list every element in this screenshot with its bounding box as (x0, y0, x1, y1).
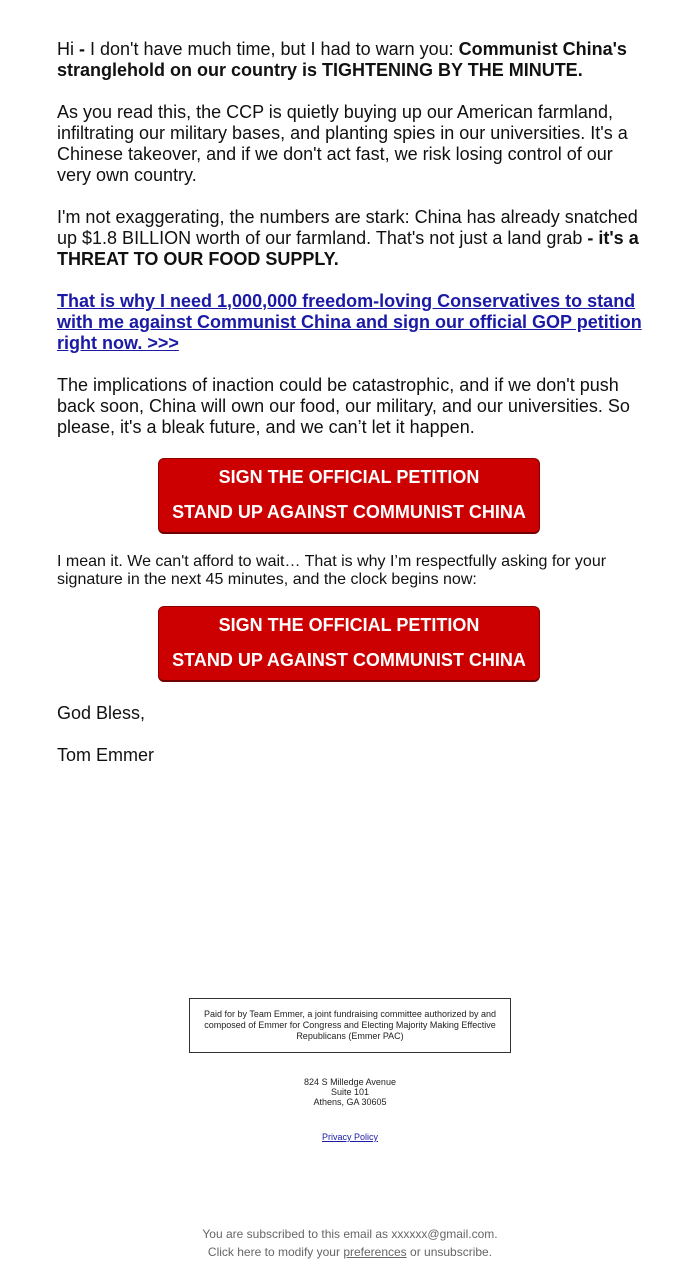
petition-link-paragraph (57, 291, 647, 354)
button-line-1: SIGN THE OFFICIAL PETITION (218, 467, 480, 487)
preferences-link[interactable]: preferences (343, 1245, 407, 1259)
privacy-policy-link[interactable]: Privacy Policy (321, 1132, 378, 1142)
farmland-text: I'm not exaggerating, the numbers are stark: China has already snatched up $1.8 BILLION worth of our farmland. That's not just a land grab (57, 207, 638, 248)
signature-name: Tom Emmer (57, 745, 155, 765)
address-line-2: Suite 101 (330, 1087, 370, 1097)
sign-petition-button[interactable] (158, 458, 540, 534)
privacy-row (0, 1132, 700, 1143)
button-line-2: STAND UP AGAINST COMMUNIST CHINA (172, 650, 526, 670)
urgency-paragraph: I mean it. We can't afford to wait… That is why I’m respectfully asking for your signature in the next 45 minutes, and the clock begins now: (57, 553, 607, 588)
modify-row (0, 1243, 700, 1261)
intro-text: I don't have much time, but I had to warn you: (90, 39, 459, 59)
address-line-1: 824 S Milledge Avenue (304, 1077, 396, 1087)
implications-paragraph: The implications of inaction could be catastrophic, and if we don't push back soon, China will own our food, our military, and our universities. So please, it's a bleak future, and we can’t let it happen. (57, 375, 630, 437)
modify-post-text: or unsubscribe. (406, 1245, 493, 1259)
email-content (57, 39, 647, 766)
subscription-footer (0, 1225, 700, 1261)
modify-pre-text: Click here to modify your (207, 1245, 344, 1259)
button-line-2: STAND UP AGAINST COMMUNIST CHINA (172, 502, 526, 522)
sign-petition-button-2[interactable] (158, 606, 540, 682)
paid-for-disclaimer: Paid for by Team Emmer, a joint fundraising committee authorized by and composed of Emmer for Congress and Electing Majority Making Effective Republicans (Emmer PAC) (189, 998, 511, 1053)
closing-text: God Bless, (57, 703, 146, 723)
farmland-bold-threat: - it's a THREAT TO OUR FOOD SUPPLY. (57, 228, 639, 269)
address-line-3: Athens, GA 30605 (313, 1097, 387, 1107)
subscribed-text: You are subscribed to this email as xxxxxx@gmail.com. (202, 1227, 498, 1241)
mailing-address (0, 1077, 700, 1107)
intro-greeting: Hi (57, 39, 79, 59)
farmland-paragraph (57, 207, 647, 270)
button-line-1: SIGN THE OFFICIAL PETITION (218, 615, 480, 635)
intro-dash: - (79, 39, 90, 59)
petition-link[interactable]: That is why I need 1,000,000 freedom-loving Conservatives to stand with me against Communist China and sign our official GOP petition right now. >>> (57, 291, 642, 353)
ccp-paragraph: As you read this, the CCP is quietly buying up our American farmland, infiltrating our military bases, and planting spies in our universities. It's a Chinese takeover, and if we don't act fast, we risk losing control of our very own country. (57, 102, 628, 185)
intro-bold-warning: Communist China's stranglehold on our country is TIGHTENING BY THE MINUTE. (57, 39, 627, 80)
intro-paragraph (57, 39, 647, 81)
